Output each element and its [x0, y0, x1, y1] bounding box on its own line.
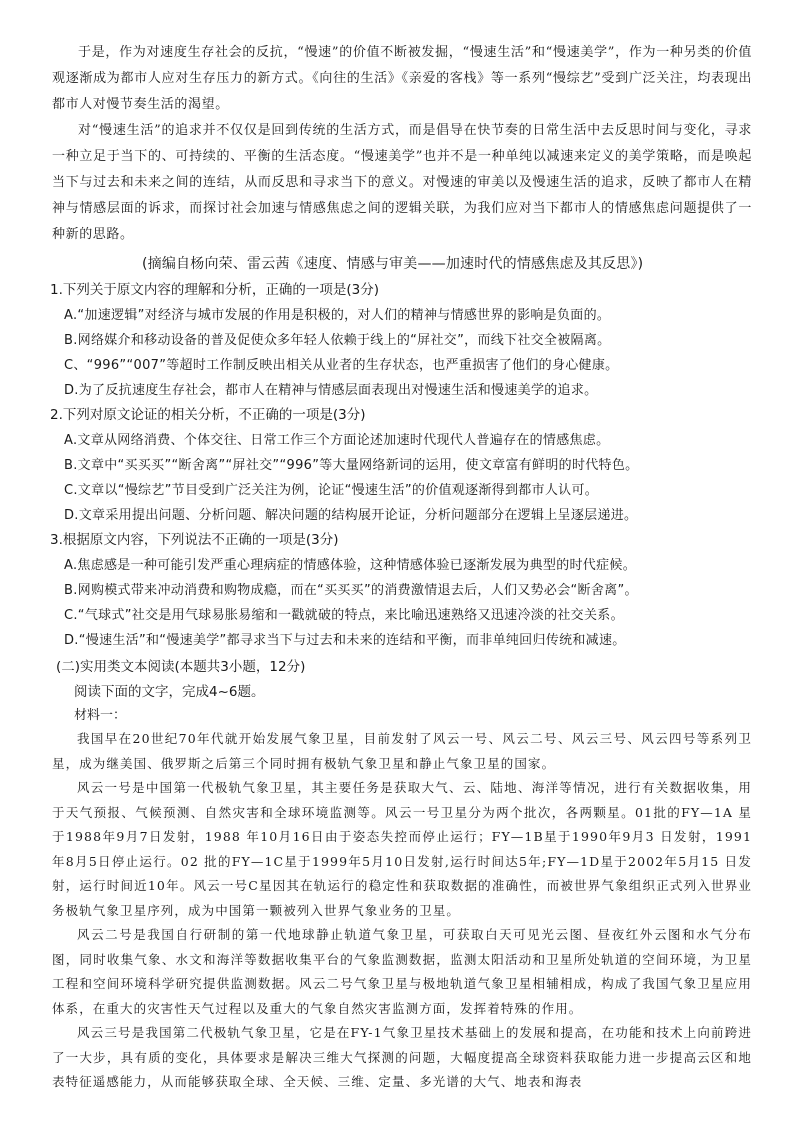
section-instruction: 阅读下面的文字，完成4~6题。 [74, 684, 265, 700]
question-option-d: D.“慢速生活”和“慢速美学”都寻求当下与过去和未来的连结和平衡，而非单纯回归传统和减速。 [64, 633, 626, 648]
section-heading: (二)实用类文本阅读(本题共3小题，12分) [56, 659, 306, 675]
question-2 [52, 403, 752, 528]
question-3 [52, 528, 752, 653]
material-paragraph-3: 风云二号是我国自行研制的第一代地球静止轨道气象卫星，可获取白天可见光云图、昼夜红外云图和水气分布图，同时收集气象、水文和海洋等数据收集平台的气象监测数据，监测太阳活动和卫星所处轨道的空间环境，为卫星工程和空间环境科学研究提供监测数据。风云二号气象卫星与极地轨道气象卫星相辅相成，构成了我国气象卫星应用体系，在重大的灾害性天气过程以及重大的气象自然灾害监测方面，发挥着特殊的作用。 [52, 927, 752, 1016]
question-option-c: C.文章以“慢综艺”节目受到广泛关注为例，论证“慢速生活”的价值观逐渐得到都市人认可。 [64, 483, 599, 498]
material-paragraph-4: 风云三号是我国第二代极轨气象卫星，它是在FY-1气象卫星技术基础上的发展和提高，在功能和技术上向前跨进了一大步，具有质的变化，具体要求是解决三维大气探测的问题，大幅度提高全球资料获取能力进一步提高云区和地表特征遥感能力，从而能够获取全球、全天候、三维、定量、多光谱的大气、地表和海表 [52, 1025, 752, 1089]
material-paragraph-1: 我国早在20世纪70年代就开始发展气象卫星，目前发射了风云一号、风云二号、风云三号、风云四号等系列卫星，成为继美国、俄罗斯之后第三个同时拥有极轨气象卫星和静止气象卫星的国家。 [52, 731, 752, 771]
exam-page [52, 40, 752, 1095]
material-label: 材料一： [74, 708, 127, 723]
question-option-a: A.焦虑感是一种可能引发严重心理病症的情感体验，这种情感体验已逐渐发展为典型的时代症候。 [64, 558, 636, 573]
material-paragraph-2: 风云一号是中国第一代极轨气象卫星，其主要任务是获取大气、云、陆地、海洋等情况，进行有关数据收集，用于天气预报、气候预测、自然灾害和全球环境监测等。风云一号卫星分为两个批次，各两颗星。01批的FY—1A 星于1988年9月7日发射，1988 年10月16日由于姿态失控而停止运行；FY—1B星于1990年9月3 日发射，1991年8月5日停止运行。02 批的FY—1C星于1999年5月10日发射,运行时间达5年;FY—1D星于2002年5月15 日发射，运行时间近10年。风云一号C星因其在轨运行的稳定性和获取数据的准确性，而被世界气象组织正式列入世界业务极轨气象卫星序列，成为中国第一颗被列入世界气象业务的卫星。 [52, 780, 752, 918]
question-option-a: A.“加速逻辑”对经济与城市发展的作用是积极的，对人们的精神与情感世界的影响是负面的。 [64, 308, 611, 323]
question-option-b: B.文章中“买买买”“断舍离”“屏社交”“996”等大量网络新词的运用，使文章富有鲜明的时代特色。 [64, 458, 639, 473]
question-option-b: B.网络媒介和移动设备的普及促使众多年轻人依赖于线上的“屏社交”，而线下社交全被隔离。 [64, 333, 611, 348]
passage-paragraph-2: 对“慢速生活”的追求并不仅仅是回到传统的生活方式，而是倡导在快节奏的日常生活中去反思时间与变化，寻求一种立足于当下的、可持续的、平衡的生活态度。“慢速美学”也并不是一种单纯以减速来定义的美学策略，而是唤起当下与过去和未来之间的连结，从而反思和寻求当下的意义。对慢速的审美以及慢速生活的追求，反映了都市人在精神与情感层面的诉求，而探讨社会加速与情感焦虑之间的逻辑关联，为我们应对当下都市人的情感焦虑问题提供了一种新的思路。 [52, 123, 752, 242]
question-option-d: D.文章采用提出问题、分析问题、解决问题的结构展开论证，分析问题部分在逻辑上呈逐层递进。 [64, 508, 638, 523]
question-stem: 2.下列对原文论证的相关分析，不正确的一项是(3分) [50, 407, 366, 423]
passage-paragraph-1: 于是，作为对速度生存社会的反抗，“慢速”的价值不断被发掘，“慢速生活”和“慢速美学”，作为一种另类的价值观逐渐成为都市人应对生存压力的新方式。《向往的生活》《亲爱的客栈》等一系列“慢综艺”受到广泛关注，均表现出都市人对慢节奏生活的渴望。 [52, 45, 752, 112]
passage-source: (摘编自杨向荣、雷云茜《速度、情感与审美——加速时代的情感焦虑及其反思》) [142, 256, 644, 272]
question-option-b: B.网购模式带来冲动消费和购物成瘾，而在“买买买”的消费激情退去后，人们又势必会“断舍离”。 [64, 583, 638, 598]
question-option-c: C、“996”“007”等超时工作制反映出相关从业者的生存状态，也严重损害了他们的身心健康。 [64, 358, 619, 373]
question-option-d: D.为了反抗速度生存社会，都市人在精神与情感层面表现出对慢速生活和慢速美学的追求。 [64, 383, 598, 398]
question-1 [52, 278, 752, 403]
question-option-a: A.文章从网络消费、个体交往、日常工作三个方面论述加速时代现代人普遍存在的情感焦虑。 [64, 433, 610, 448]
question-stem: 3.根据原文内容，下列说法不正确的一项是(3分) [50, 532, 339, 548]
question-stem: 1.下列关于原文内容的理解和分析，正确的一项是(3分) [50, 282, 380, 298]
question-option-c: C.“气球式”社交是用气球易胀易缩和一戳就破的特点，来比喻迅速熟络又迅速冷淡的社交关系。 [64, 608, 624, 623]
